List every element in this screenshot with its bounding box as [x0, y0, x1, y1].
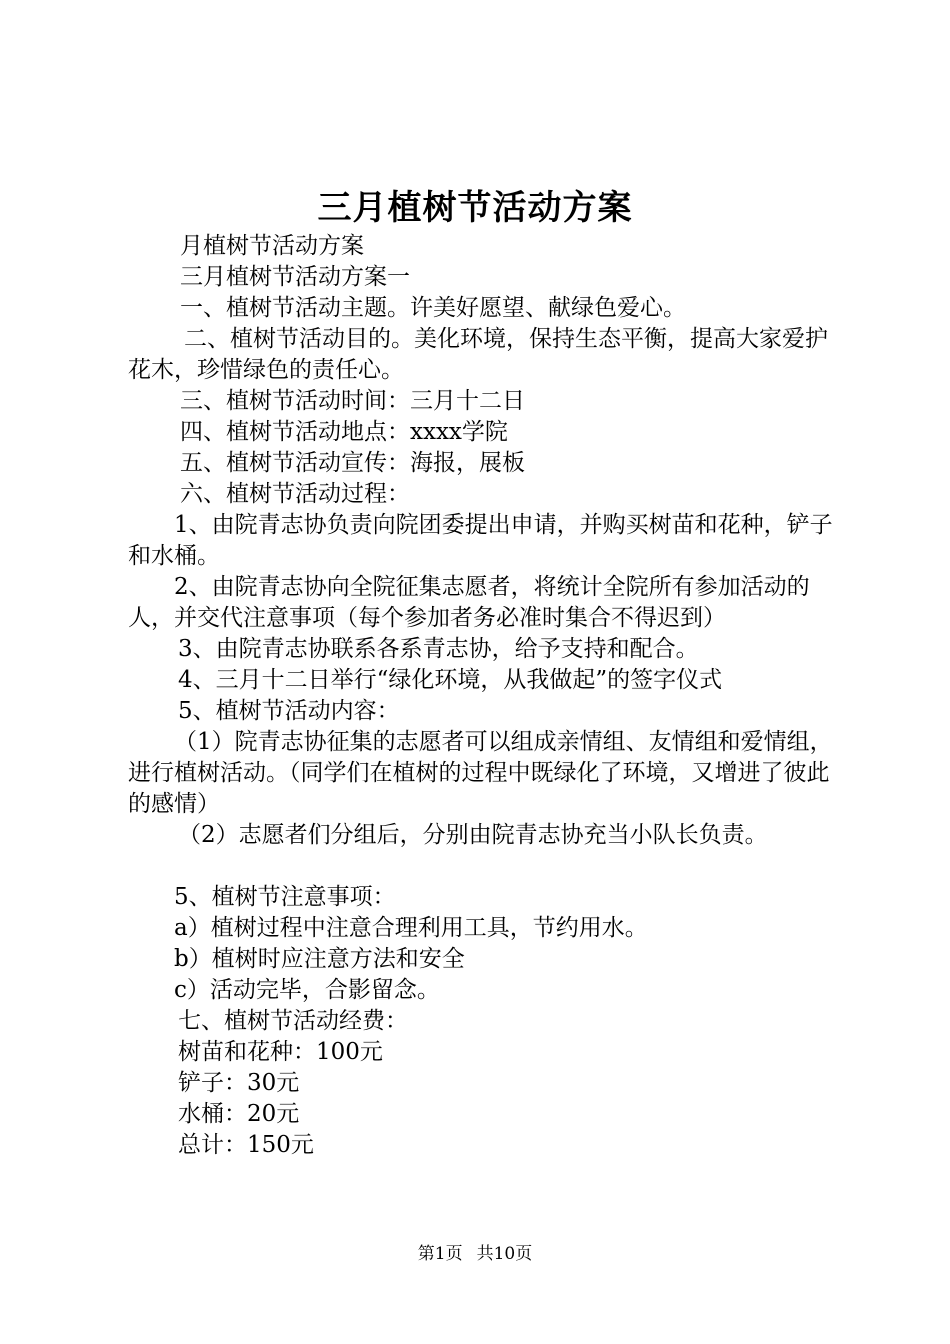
paragraph-time: 三、植树节活动时间：三月十二日 — [180, 388, 525, 414]
paragraph-note-b: b）植树时应注意方法和安全 — [174, 946, 465, 972]
paragraph-process-heading: 六、植树节活动过程： — [180, 481, 410, 507]
paragraph-budget-seedlings: 树苗和花种：100元 — [178, 1039, 383, 1065]
page-total: 共10页 — [476, 1244, 533, 1264]
paragraph-notes-heading: 5、植树节注意事项： — [174, 884, 396, 910]
paragraph-content-2: （2）志愿者们分组后，分别由院青志协充当小队长负责。 — [178, 822, 768, 848]
paragraph-location: 四、植树节活动地点：xxxx学院 — [180, 419, 508, 445]
paragraph-step-1: 1、由院青志协负责向院团委提出申请，并购买树苗和花种，铲子和水桶。 — [128, 512, 833, 569]
paragraph-note-c: c）活动完毕，合影留念。 — [174, 977, 440, 1003]
paragraph-content-heading: 5、植树节活动内容： — [178, 698, 400, 724]
blank-line — [128, 851, 838, 882]
paragraph-subtitle: 月植树节活动方案 — [180, 233, 364, 259]
paragraph-theme: 一、植树节活动主题。许美好愿望、献绿色爱心。 — [180, 295, 686, 321]
page-footer — [0, 1242, 950, 1266]
paragraph-budget-total: 总计：150元 — [178, 1132, 314, 1158]
document-body — [128, 231, 838, 1161]
paragraph-step-4: 4、三月十二日举行“绿化环境，从我做起”的签字仪式 — [178, 667, 723, 693]
paragraph-note-a: a）植树过程中注意合理利用工具，节约用水。 — [174, 915, 648, 941]
paragraph-purpose: 二、植树节活动目的。美化环境，保持生态平衡，提高大家爱护花木，珍惜绿色的责任心。 — [128, 326, 828, 383]
paragraph-plan-one: 三月植树节活动方案一 — [180, 264, 410, 290]
paragraph-budget-buckets: 水桶：20元 — [178, 1101, 300, 1127]
paragraph-budget-heading: 七、植树节活动经费： — [178, 1008, 408, 1034]
paragraph-budget-shovels: 铲子：30元 — [178, 1070, 300, 1096]
page-number: 第1页 — [417, 1244, 463, 1264]
paragraph-publicity: 五、植树节活动宣传：海报，展板 — [180, 450, 525, 476]
paragraph-content-1: （1）院青志协征集的志愿者可以组成亲情组、友情组和爱情组，进行植树活动。（同学们在植树的过程中既绿化了环境，又增进了彼此的感情） — [128, 729, 833, 817]
paragraph-step-3: 3、由院青志协联系各系青志协，给予支持和配合。 — [178, 636, 699, 662]
document-title: 三月植树节活动方案 — [317, 188, 633, 228]
paragraph-step-2: 2、由院青志协向全院征集志愿者，将统计全院所有参加活动的人，并交代注意事项（每个参加者务必准时集合不得迟到） — [128, 574, 810, 631]
